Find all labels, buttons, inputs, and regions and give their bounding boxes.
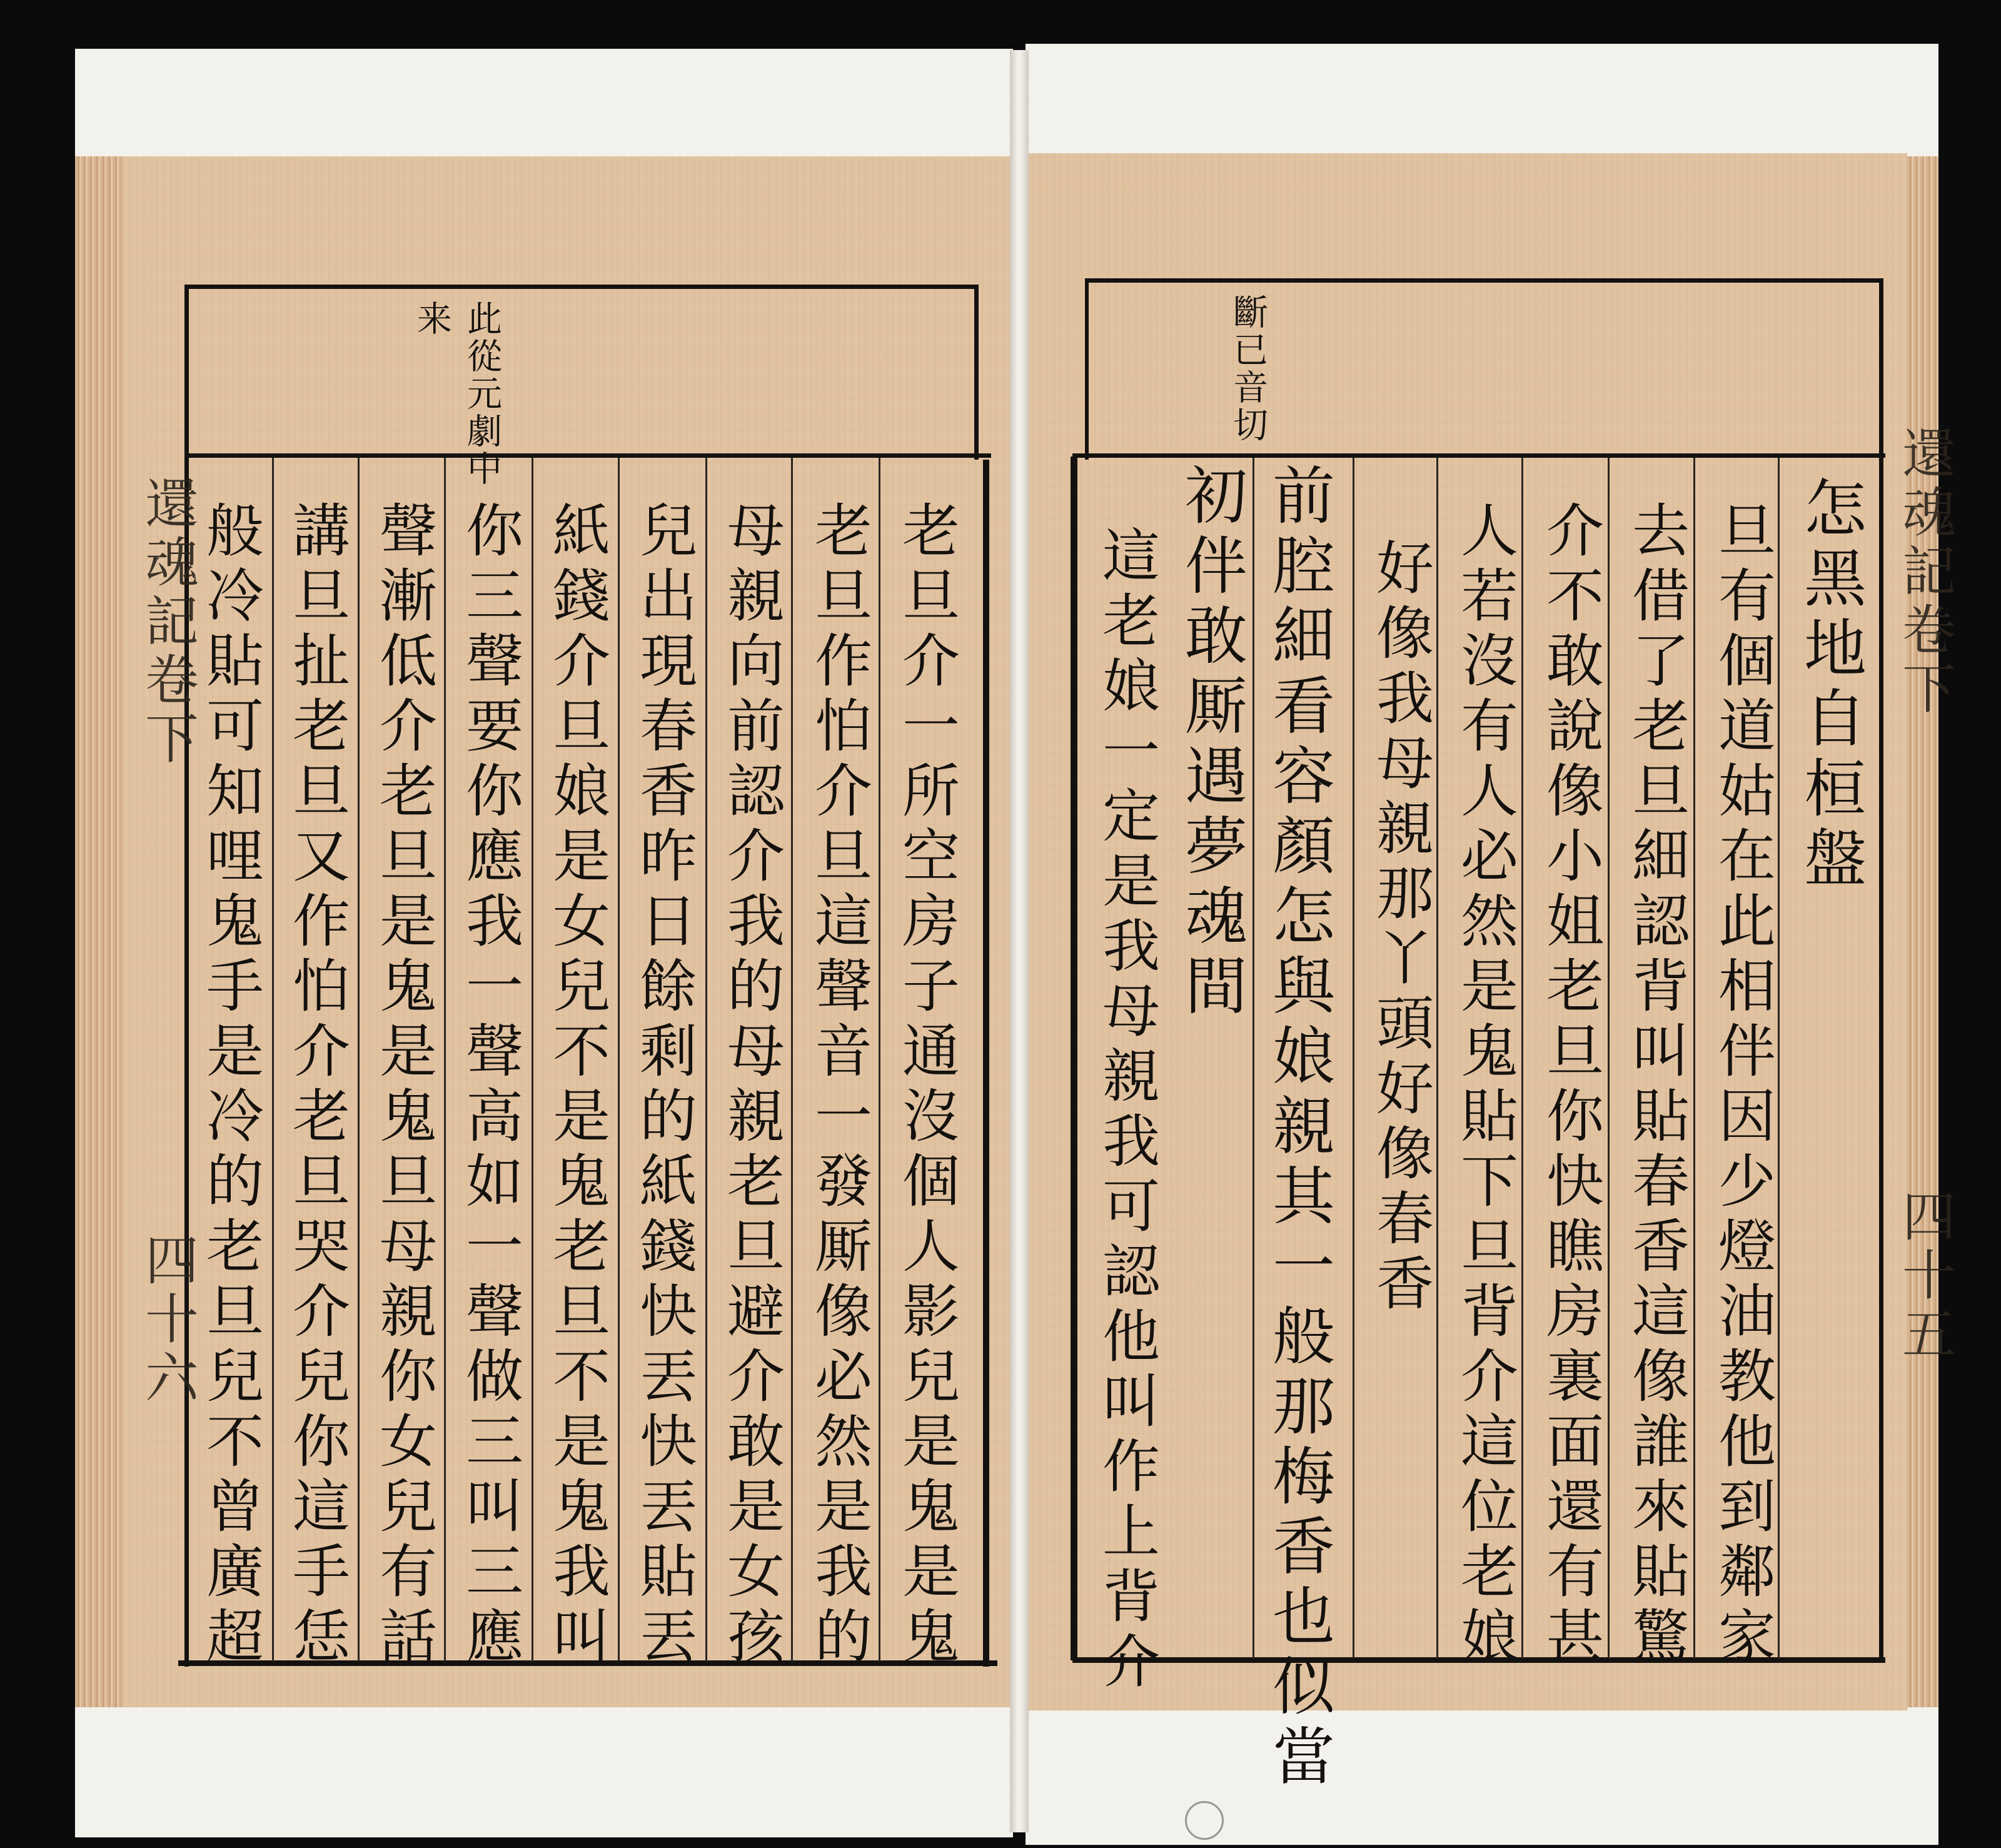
right-text-column-1: 怎黑地自桓盤 (1793, 475, 1867, 896)
left-text-column-3: 母親向前認介我的母親老旦避介敢是女孩 (718, 500, 785, 1671)
right-column-divider (1436, 458, 1438, 1659)
right-text-column-9: 這老娘一定是我母親我可認他叫作上背介 (1093, 525, 1160, 1696)
left-top-border (184, 285, 979, 289)
left-text-column-2: 老旦作怕介旦這聲音一發厮像必然是我的 (805, 500, 872, 1671)
left-text-column-9: 般冷貼可知哩鬼手是冷的老旦兒不曾廣超 (197, 500, 264, 1671)
right-margin-title: 還魂記卷下 (1893, 425, 1955, 719)
left-margin-title: 還魂記卷下 (136, 475, 198, 769)
left-column-divider (618, 458, 620, 1662)
left-text-column-5: 紙錢介旦娘是女兒不是鬼老旦不是鬼我叫 (543, 500, 610, 1671)
left-column-divider (705, 458, 707, 1662)
right-outer-border-left (1085, 278, 1089, 460)
right-text-column-5: 人若沒有人必然是鬼貼下旦背介這位老娘 (1451, 500, 1518, 1671)
left-header-divider (184, 453, 991, 458)
right-column-divider (1353, 458, 1354, 1659)
right-text-column-8: 初伴敢厮遇夢魂間 (1174, 463, 1247, 1023)
left-header-note: 此從元劇中 (461, 300, 502, 488)
right-outer-border-right (1879, 278, 1883, 1660)
right-column-divider (1521, 458, 1523, 1659)
left-text-column-8: 講旦扯老旦又作怕介老旦哭介兒你這手恁 (283, 500, 350, 1671)
left-column-divider (444, 458, 446, 1662)
left-text-column-4: 兒出現春香昨日餘剩的紙錢快丟快丟貼丟 (630, 500, 697, 1671)
left-inner-border-right (983, 460, 989, 1667)
right-text-column-6: 好像我母親那丫頭好像春香 (1367, 538, 1434, 1318)
left-column-divider (272, 458, 274, 1662)
left-column-divider (791, 458, 793, 1662)
left-column-divider (358, 458, 360, 1662)
right-margin-page-number: 四十五 (1893, 1188, 1955, 1365)
left-outer-border-right (974, 285, 979, 460)
right-top-border (1085, 278, 1882, 283)
right-text-column-7: 前腔細看容顏怎與娘親其一般那梅香也似當 (1262, 463, 1335, 1794)
left-header-note-2: 来 (411, 300, 452, 338)
right-column-divider (1253, 458, 1254, 1659)
right-text-column-3: 去借了老旦細認背叫貼春香這像誰來貼驚 (1623, 500, 1690, 1671)
right-header-divider (1072, 453, 1885, 458)
right-column-divider (1608, 458, 1610, 1659)
right-text-column-2: 旦有個道姑在此相伴因少燈油教他到鄰家 (1709, 500, 1776, 1671)
right-text-column-4: 介不敢說像小姐老旦你快瞧房裏面還有甚 (1537, 500, 1604, 1671)
right-column-divider (1693, 458, 1695, 1659)
right-column-divider (1778, 458, 1780, 1659)
left-column-divider (532, 458, 533, 1662)
book-gutter (1010, 50, 1029, 1832)
right-inner-border-left (1071, 457, 1077, 1660)
left-text-column-6: 你三聲要你應我一聲高如一聲做三叫三應 (456, 500, 523, 1671)
left-margin-page-number: 四十六 (136, 1232, 198, 1408)
left-text-column-7: 聲漸低介老旦是鬼是鬼旦母親你女兒有話 (370, 500, 437, 1671)
left-text-column-1: 老旦介一所空房子通沒個人影兒是鬼是鬼 (893, 500, 960, 1671)
right-header-note: 斷已音切 (1227, 294, 1268, 444)
library-stamp-icon (1185, 1801, 1224, 1840)
left-column-divider (879, 458, 880, 1662)
